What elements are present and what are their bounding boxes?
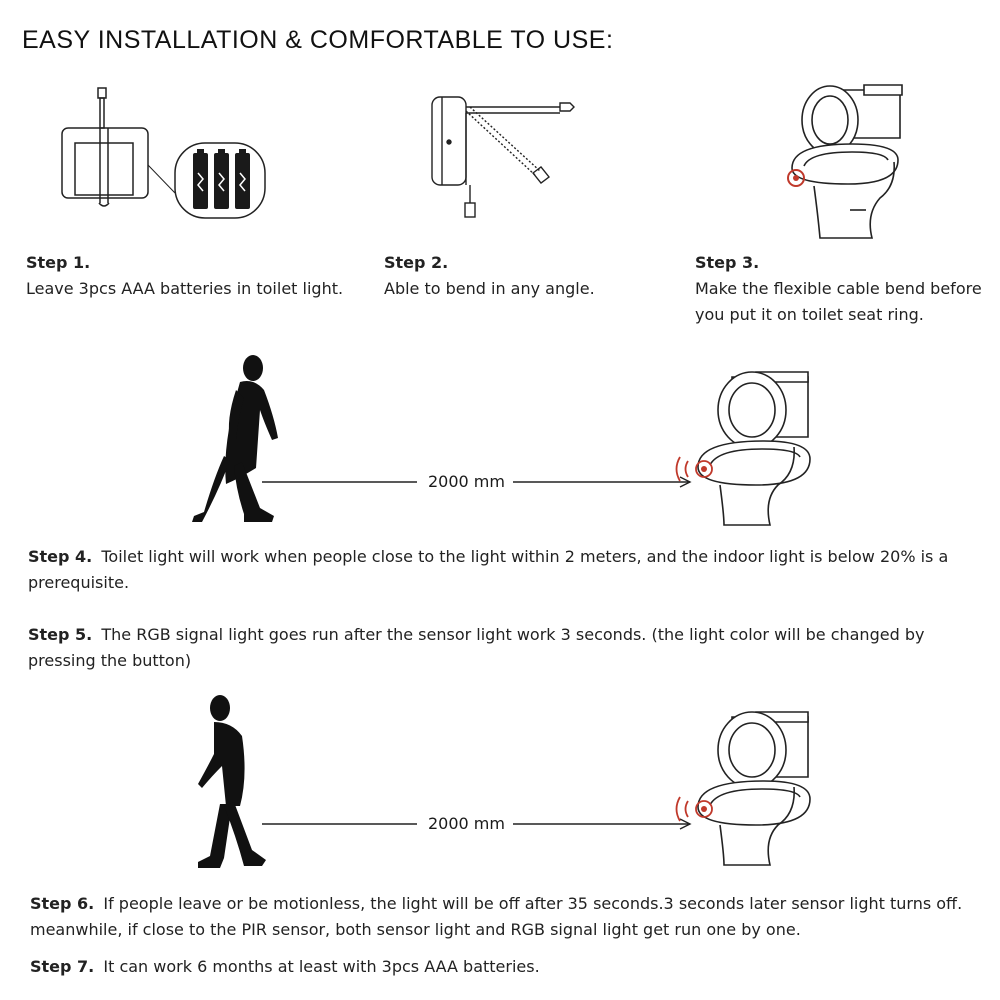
step-7 [30, 954, 990, 980]
step-4 [28, 544, 978, 596]
step-1 [26, 250, 376, 302]
step-6 [30, 891, 990, 943]
step-5-text: The RGB signal light goes run after the sensor light work 3 seconds. (the light color will be changed by pressing the button) [28, 625, 925, 670]
step-1-label: Step 1. [26, 253, 91, 272]
step-3-label: Step 3. [695, 253, 760, 272]
step-7-label: Step 7. [30, 957, 95, 976]
step-5 [28, 622, 978, 674]
step-4-label: Step 4. [28, 547, 93, 566]
step-3-text: Make the flexible cable bend before you put it on toilet seat ring. [695, 279, 982, 324]
toilet-with-sensor-1 [664, 365, 814, 530]
person-leaving-silhouette [190, 692, 290, 872]
distance-label-1: 2000 mm [420, 472, 513, 491]
flexible-cable-illustration [420, 85, 590, 225]
step-1-text: Leave 3pcs AAA batteries in toilet light. [26, 279, 344, 298]
toilet-with-sensor-2 [664, 705, 814, 870]
distance-label-2: 2000 mm [420, 814, 513, 833]
toilet-seat-illustration [780, 80, 920, 245]
step-2-label: Step 2. [384, 253, 449, 272]
page-title: EASY INSTALLATION & COMFORTABLE TO USE: [22, 26, 614, 54]
step-2 [384, 250, 664, 302]
step-5-label: Step 5. [28, 625, 93, 644]
step-6-label: Step 6. [30, 894, 95, 913]
step-7-text: It can work 6 months at least with 3pcs AAA batteries. [103, 957, 540, 976]
step-3 [695, 250, 995, 328]
person-approaching-silhouette [190, 350, 290, 530]
step-2-text: Able to bend in any angle. [384, 279, 595, 298]
step-6-text: If people leave or be motionless, the light will be off after 35 seconds.3 seconds later sensor light turns off. meanwhile, if close to the PIR sensor, both sensor light and RGB signal light get run one by one. [30, 894, 963, 939]
step-4-text: Toilet light will work when people close to the light within 2 meters, and the indoor light is below 20% is a prerequisite. [28, 547, 949, 592]
battery-install-illustration [55, 85, 275, 225]
